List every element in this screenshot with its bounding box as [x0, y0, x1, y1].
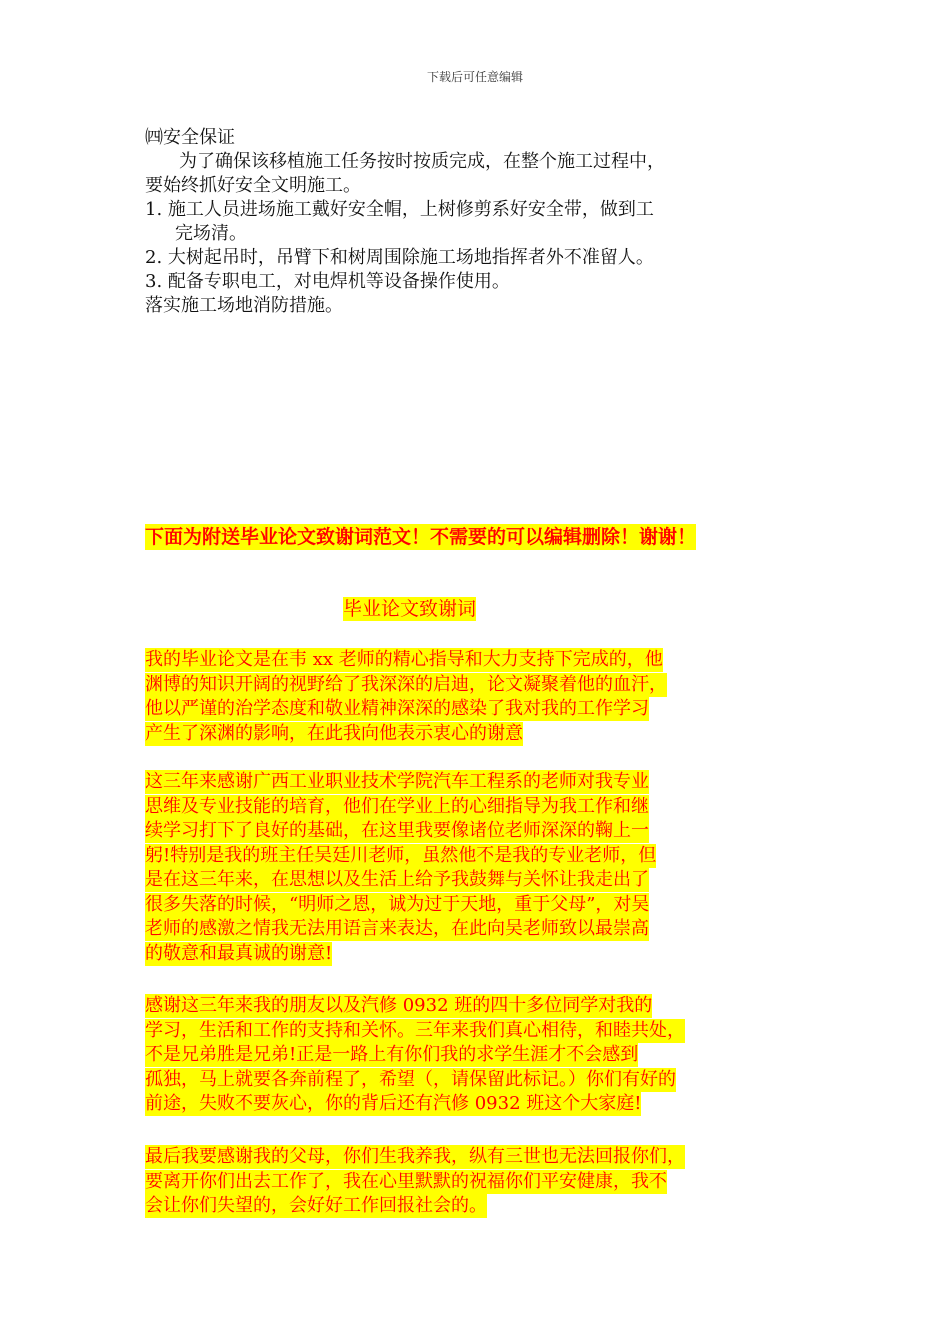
safety-section	[145, 126, 785, 318]
paragraph-line: 前途，失败不要灰心，你的背后还有汽修 0932 班这个大家庭!	[145, 1093, 642, 1114]
safety-intro-line: 为了确保该移植施工任务按时按质完成，在整个施工过程中，	[179, 151, 665, 172]
safety-item-3: 3. 配备专职电工，对电焊机等设备操作使用。	[145, 271, 510, 292]
paragraph-line: 渊博的知识开阔的视野给了我深深的启迪，论文凝聚着他的血汗，	[145, 673, 667, 695]
paragraph-line: 他以严谨的治学态度和敬业精神深深的感染了我对我的工作学习	[145, 698, 649, 719]
safety-intro-line: 要始终抓好安全文明施工。	[145, 175, 361, 196]
paragraph-line: 老师的感激之情我无法用语言来表达，在此向吴老师致以最崇高	[145, 918, 649, 939]
paragraph-line: 续学习打下了良好的基础，在这里我要像诸位老师深深的鞠上一	[145, 820, 649, 841]
paragraph-line: 的敬意和最真诚的谢意!	[145, 942, 333, 964]
safety-heading: ㈣安全保证	[145, 127, 235, 148]
safety-closing: 落实施工场地消防措施。	[145, 295, 343, 316]
ack-title-text: 毕业论文致谢词	[343, 598, 477, 620]
paragraph-line: 要离开你们出去工作了，我在心里默默的祝福你们平安健康，我不	[145, 1170, 667, 1192]
safety-item-1-cont: 完场清。	[175, 223, 247, 244]
safety-item-1: 1. 施工人员进场施工戴好安全帽，上树修剪系好安全带，做到工	[145, 199, 654, 220]
paragraph-line: 这三年来感谢广西工业职业技术学院汽车工程系的老师对我专业	[145, 771, 649, 792]
paragraph-line: 最后我要感谢我的父母，你们生我养我，纵有三世也无法回报你们，	[145, 1146, 685, 1167]
safety-item-2: 2. 大树起吊时，吊臂下和树周围除施工场地指挥者外不准留人。	[145, 247, 654, 268]
ack-paragraph-2	[145, 770, 805, 966]
ack-paragraph-1	[145, 648, 805, 746]
ack-paragraph-4	[145, 1145, 805, 1219]
paragraph-line: 会让你们失望的，会好好工作回报社会的。	[145, 1195, 487, 1216]
paragraph-line: 很多失落的时候，“明师之恩，诚为过于天地，重于父母”，对吴	[145, 893, 650, 915]
paragraph-line: 我的毕业论文是在韦 xx 老师的精心指导和大力支持下完成的，他	[145, 649, 663, 670]
notice-text: 下面为附送毕业论文致谢词范文！不需要的可以编辑删除！谢谢！	[145, 526, 697, 548]
paragraph-line: 不是兄弟胜是兄弟!正是一路上有你们我的求学生涯才不会感到	[145, 1044, 639, 1065]
ack-title	[343, 597, 476, 621]
page-header: 下载后可任意编辑	[426, 70, 523, 84]
paragraph-line: 躬!特别是我的班主任吴廷川老师，虽然他不是我的专业老师，但	[145, 844, 657, 866]
paragraph-line: 感谢这三年来我的朋友以及汽修 0932 班的四十多位同学对我的	[145, 995, 653, 1016]
paragraph-line: 学习，生活和工作的支持和关怀。三年来我们真心相待，和睦共处，	[145, 1019, 685, 1041]
paragraph-line: 思维及专业技能的培育，他们在学业上的心细指导为我工作和继	[145, 795, 649, 817]
paragraph-line: 是在这三年来，在思想以及生活上给予我鼓舞与关怀让我走出了	[145, 869, 649, 890]
paragraph-line: 产生了深渊的影响，在此我向他表示衷心的谢意	[145, 722, 523, 744]
ack-paragraph-3	[145, 994, 805, 1117]
paragraph-line: 孤独，马上就要各奔前程了，希望（，请保留此标记。）你们有好的	[145, 1068, 676, 1090]
notice-banner	[145, 524, 696, 550]
